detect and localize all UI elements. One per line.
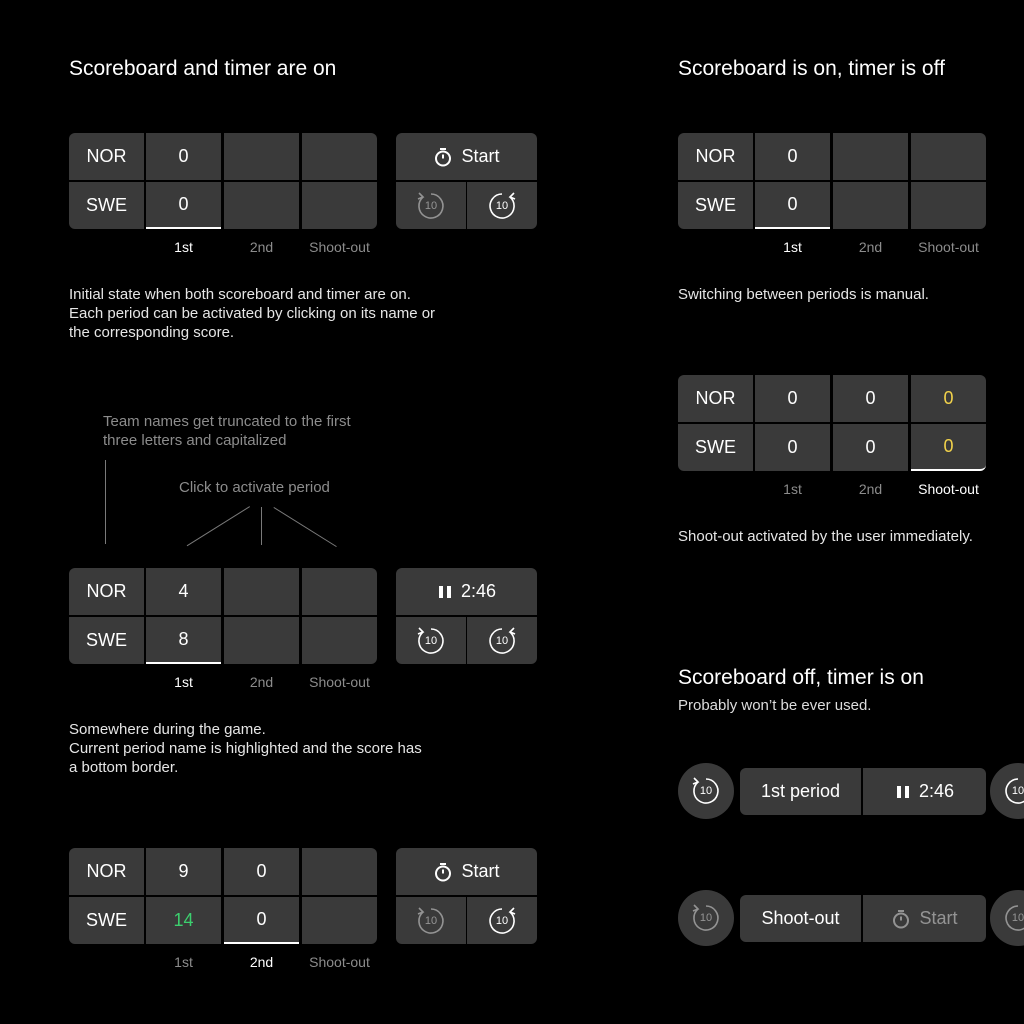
team-name-away: SWE xyxy=(69,897,144,944)
score-away-period-1[interactable]: 0 xyxy=(146,182,221,229)
rewind-10-value: 10 xyxy=(424,199,438,212)
score-away-shootout[interactable] xyxy=(911,182,986,229)
start-label: Start xyxy=(461,861,500,881)
pause-icon xyxy=(437,584,453,600)
section-title-scoreboard-timer-on: Scoreboard and timer are on xyxy=(69,57,337,80)
score-away-period-2[interactable] xyxy=(224,617,299,664)
score-away-period-1[interactable]: 0 xyxy=(755,424,830,471)
rewind-10-button[interactable] xyxy=(396,182,466,229)
score-home-period-2[interactable] xyxy=(833,133,908,180)
period-label-1st[interactable]: 1st xyxy=(783,239,802,255)
team-name-home: NOR xyxy=(69,133,144,180)
team-name-home: NOR xyxy=(678,375,753,422)
scoreboard-e xyxy=(678,375,986,473)
period-label-shootout[interactable]: Shoot-out xyxy=(309,954,370,970)
rewind-10-button[interactable] xyxy=(678,763,734,819)
period-labels-b xyxy=(69,674,377,694)
section-title-scoreboard-on-timer-off: Scoreboard is on, timer is off xyxy=(678,57,945,80)
section-title-scoreboard-off-timer-on: Scoreboard off, timer is on xyxy=(678,666,924,689)
team-name-away: SWE xyxy=(69,182,144,229)
timer-value: 2:46 xyxy=(918,781,955,801)
stopwatch-icon xyxy=(433,147,453,167)
period-label-2nd[interactable]: 2nd xyxy=(249,954,274,970)
team-name-home: NOR xyxy=(69,848,144,895)
forward-10-value: 10 xyxy=(1011,785,1024,797)
score-away-period-2[interactable]: 0 xyxy=(833,424,908,471)
forward-10-button[interactable] xyxy=(990,890,1024,946)
connector-line-period-1 xyxy=(187,506,250,546)
start-button[interactable] xyxy=(396,848,537,895)
score-home-period-2[interactable] xyxy=(224,568,299,615)
period-labels-c xyxy=(69,954,377,974)
score-away-shootout[interactable]: 0 xyxy=(911,424,986,471)
period-labels-d xyxy=(678,239,986,259)
forward-10-value: 10 xyxy=(495,634,509,647)
period-label-1st[interactable]: 1st xyxy=(174,954,193,970)
score-away-shootout[interactable] xyxy=(302,897,377,944)
period-labels-e xyxy=(678,481,986,501)
period-pill[interactable] xyxy=(740,768,861,815)
note-truncation: Team names get truncated to the first three letters and capitalized xyxy=(103,413,351,449)
period-name: 1st period xyxy=(760,781,841,801)
score-home-period-1[interactable]: 4 xyxy=(146,568,221,615)
score-home-period-1[interactable]: 0 xyxy=(755,375,830,422)
connector-line-period-2 xyxy=(261,507,262,545)
period-label-1st[interactable]: 1st xyxy=(174,674,193,690)
forward-10-value: 10 xyxy=(495,914,509,927)
score-home-period-1[interactable]: 0 xyxy=(755,133,830,180)
start-label: Start xyxy=(461,146,500,166)
pause-icon xyxy=(895,784,911,800)
description-a: Initial state when both scoreboard and timer are on. Each period can be activated by clicking on its name or the corresponding score. xyxy=(69,286,436,341)
score-home-shootout[interactable]: 0 xyxy=(911,375,986,422)
score-away-period-1[interactable]: 8 xyxy=(146,617,221,664)
period-label-1st[interactable]: 1st xyxy=(174,239,193,255)
rewind-10-value: 10 xyxy=(424,634,438,647)
connector-line-shootout xyxy=(273,507,336,547)
description-d: Switching between periods is manual. xyxy=(678,286,929,303)
rewind-10-button[interactable] xyxy=(396,617,466,664)
score-away-period-1[interactable]: 14 xyxy=(146,897,221,944)
rewind-10-value: 10 xyxy=(424,914,438,927)
score-home-shootout[interactable] xyxy=(302,568,377,615)
forward-10-button[interactable] xyxy=(467,617,537,664)
period-label-shootout[interactable]: Shoot-out xyxy=(918,239,979,255)
note-activate-period: Click to activate period xyxy=(179,479,330,496)
score-home-period-1[interactable]: 0 xyxy=(146,133,221,180)
score-home-period-2[interactable]: 0 xyxy=(224,848,299,895)
score-home-shootout[interactable] xyxy=(302,848,377,895)
period-label-2nd[interactable]: 2nd xyxy=(249,239,274,255)
timer-c xyxy=(396,848,537,946)
timer-b xyxy=(396,568,537,666)
team-name-away: SWE xyxy=(678,424,753,471)
rewind-10-value: 10 xyxy=(699,785,713,797)
score-home-shootout[interactable] xyxy=(911,133,986,180)
stopwatch-icon xyxy=(891,909,911,929)
score-home-period-2[interactable]: 0 xyxy=(833,375,908,422)
rewind-10-button[interactable] xyxy=(396,897,466,944)
period-label-shootout[interactable]: Shoot-out xyxy=(309,239,370,255)
scoreboard-d xyxy=(678,133,986,231)
scoreboard-c xyxy=(69,848,377,946)
timer-a xyxy=(396,133,537,231)
section-subtitle: Probably won’t be ever used. xyxy=(678,697,872,714)
pause-button[interactable] xyxy=(863,768,986,815)
period-labels-a xyxy=(69,239,377,259)
team-name-home: NOR xyxy=(678,133,753,180)
stopwatch-icon xyxy=(433,862,453,882)
score-away-period-2[interactable] xyxy=(833,182,908,229)
connector-line-team xyxy=(105,460,106,544)
score-away-period-1[interactable]: 0 xyxy=(755,182,830,229)
period-label-2nd[interactable]: 2nd xyxy=(858,239,883,255)
description-e: Shoot-out activated by the user immediately. xyxy=(678,528,973,545)
team-name-away: SWE xyxy=(69,617,144,664)
start-button-disabled[interactable] xyxy=(863,895,986,942)
period-pill[interactable] xyxy=(740,895,861,942)
timer-value: 2:46 xyxy=(460,581,497,601)
start-button[interactable] xyxy=(396,133,537,180)
forward-10-button[interactable] xyxy=(990,763,1024,819)
score-home-shootout[interactable] xyxy=(302,133,377,180)
score-home-period-2[interactable] xyxy=(224,133,299,180)
forward-10-button[interactable] xyxy=(467,897,537,944)
start-label: Start xyxy=(919,908,958,928)
period-label-2nd[interactable]: 2nd xyxy=(249,674,274,690)
description-b: Somewhere during the game. Current period name is highlighted and the score has a bottom border. xyxy=(69,721,422,776)
scoreboard-a xyxy=(69,133,377,231)
forward-10-value: 10 xyxy=(495,199,509,212)
forward-10-value: 10 xyxy=(1011,912,1024,924)
period-name: Shoot-out xyxy=(761,908,840,928)
period-label-1st[interactable]: 1st xyxy=(783,481,802,497)
score-home-period-1[interactable]: 9 xyxy=(146,848,221,895)
forward-10-button[interactable] xyxy=(467,182,537,229)
period-label-2nd[interactable]: 2nd xyxy=(858,481,883,497)
rewind-10-value: 10 xyxy=(699,912,713,924)
pause-button[interactable] xyxy=(396,568,537,615)
period-label-shootout[interactable]: Shoot-out xyxy=(918,481,979,497)
team-name-away: SWE xyxy=(678,182,753,229)
period-label-shootout[interactable]: Shoot-out xyxy=(309,674,370,690)
team-name-home: NOR xyxy=(69,568,144,615)
score-away-shootout[interactable] xyxy=(302,182,377,229)
rewind-10-button[interactable] xyxy=(678,890,734,946)
scoreboard-b xyxy=(69,568,377,666)
score-away-shootout[interactable] xyxy=(302,617,377,664)
score-away-period-2[interactable]: 0 xyxy=(224,897,299,944)
score-away-period-2[interactable] xyxy=(224,182,299,229)
